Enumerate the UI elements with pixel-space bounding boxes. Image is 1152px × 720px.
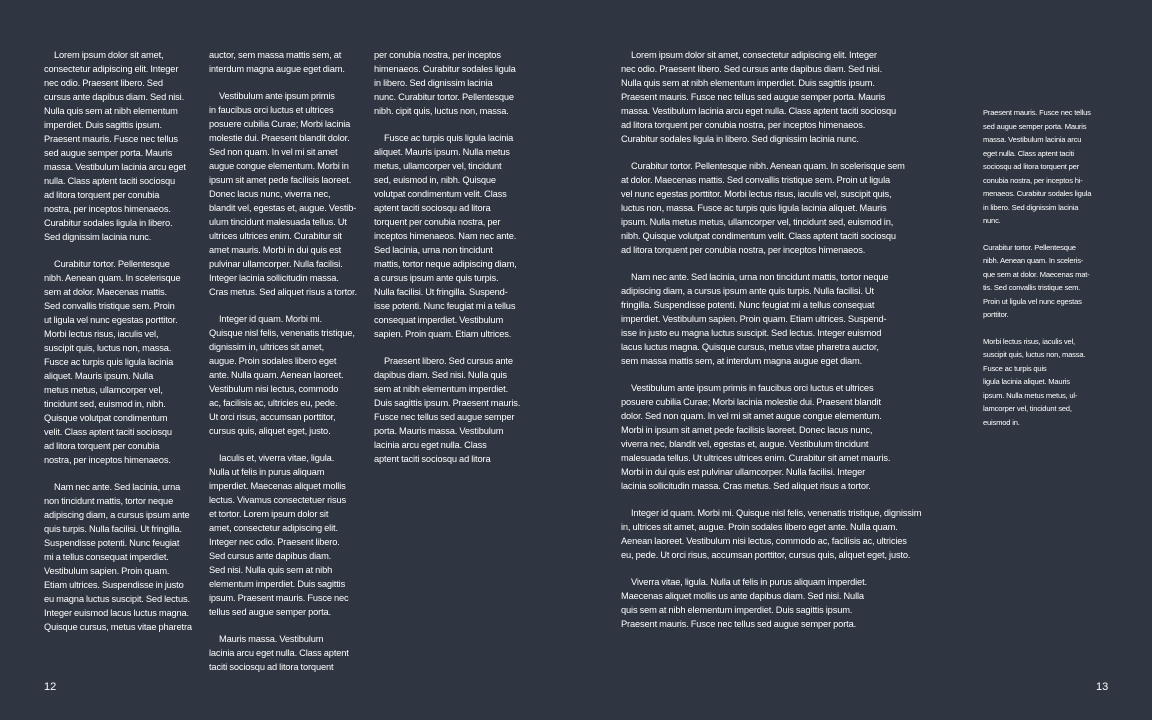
paragraph: Vestibulum ante ipsum primis in faucibus orci luctus et ultrices posuere cubilia Curae; Morbi lacinia molestie dui. Praesent blandit dolor. Sed non quam. In vel mi sit amet augue congue elementum. Morbi in ipsum sit amet pede facilisis laoreet. Donec lacus nunc, viverra nec, blandit vel, egestas et, augue. Vestib- ulum tincidunt malesuada tellus. Ut ultrices ultrices enim. Curabitur sit amet mauris. Morbi in dui quis est pulvinar ullamcorper. Nulla facilisi. Integer lacinia sollicitudin massa. Cras metus. Sed aliquet risus a tortor. (209, 91, 357, 297)
text-column-2 (209, 48, 369, 687)
sidebar-note (983, 106, 1129, 442)
sidebar-paragraph: Morbi lectus risus, iaculis vel, suscipit quis, luctus non, massa. Fusce ac turpis quis ligula lacinia aliquet. Mauris ipsum. Nulla metus metus, ul- lamcorper vel, tincidunt sed, euismod in. (983, 336, 1086, 427)
paragraph: Iaculis et, viverra vitae, ligula. Nulla ut felis in purus aliquam imperdiet. Maecenas aliquet mollis lectus. Vivamus consectetuer risus et tortor. Lorem ipsum dolor sit amet, consectetur adipiscing elit. Integer nec odio. Praesent libero. Sed cursus ante dapibus diam. Sed nisi. Nulla quis sem at nibh elementum imperdiet. Duis sagittis ipsum. Praesent mauris. Fusce nec tellus sed augue semper porta. (209, 453, 349, 617)
paragraph: Nam nec ante. Sed lacinia, urna non tincidunt mattis, tortor neque adipiscing diam, a cursus ipsum ante quis turpis. Nulla facilisi. Ut fringilla. Suspendisse potenti. Nunc feugiat mi a tellus consequat imperdiet. Vestibulum sapien. Proin quam. Etiam ultrices. Suspend- isse in justo eu magna luctus suscipit. Sed lectus. Integer euismod lacus luctus magna. Quisque cursus, metus vitae pharetra auctor, sem massa mattis sem, at interdum magna augue eget diam. (621, 272, 889, 366)
page-number-right: 13 (1096, 681, 1109, 693)
paragraph: per conubia nostra, per inceptos himenaeos. Curabitur sodales ligula in libero. Sed dignissim lacinia nunc. Curabitur tortor. Pellentesque nibh. cipit quis, luctus non, massa. (374, 50, 516, 116)
main-text-column (621, 48, 943, 644)
sidebar-paragraph: Curabitur tortor. Pellentesque nibh. Aenean quam. In sceleris- que sem at dolor. Maecenas mat- tis. Sed convallis tristique sem. Proin ut ligula vel nunc egestas porttitor. (983, 242, 1090, 319)
text-column-3 (374, 48, 534, 479)
paragraph: auctor, sem massa mattis sem, at interdum magna augue eget diam. (209, 50, 345, 74)
paragraph: Viverra vitae, ligula. Nulla ut felis in purus aliquam imperdiet. Maecenas aliquet mollis us ante dapibus diam. Sed nisi. Nulla quis sem at nibh elementum imperdiet. Duis sagittis ipsum. Praesent mauris. Fusce nec tellus sed augue semper porta. (621, 577, 867, 629)
sidebar-paragraph: Praesent mauris. Fusce nec tellus sed augue semper porta. Mauris massa. Vestibulum lacinia arcu eget nulla. Class aptent taciti sociosqu ad litora torquent per conubia nostra, per inceptos hi- menaeos. Curabitur sodales ligula in libero. Sed dignissim lacinia nunc. (983, 108, 1092, 225)
paragraph: Lorem ipsum dolor sit amet, consectetur adipiscing elit. Integer nec odio. Praesent libero. Sed cursus ante dapibus diam. Sed nisi. Nulla quis sem at nibh elementum imperdiet. Duis sagittis ipsum. Praesent mauris. Fusce nec tellus sed augue semper porta. Mauris massa. Vestibulum lacinia arcu eget nulla. Class aptent taciti sociosqu ad litora torquent per conubia nostra, per inceptos himenaeos. Curabitur sodales ligula in libero. Sed dignissim lacinia nunc. (44, 50, 186, 242)
page-number-left: 12 (44, 681, 57, 693)
paragraph: Fusce ac turpis quis ligula lacinia aliquet. Mauris ipsum. Nulla metus metus, ullamcorper vel, tincidunt sed, euismod in, nibh. Quisque volutpat condimentum velit. Class aptent taciti sociosqu ad litora torquent per conubia nostra, per inceptos himenaeos. Nam nec ante. Sed lacinia, urna non tincidunt mattis, tortor neque adipiscing diam, a cursus ipsum ante quis turpis. Nulla facilisi. Ut fringilla. Suspend- isse potenti. Nunc feugiat mi a tellus consequat imperdiet. Vestibulum sapien. Proin quam. Etiam ultrices. (374, 133, 517, 339)
text-column-1 (44, 48, 204, 647)
paragraph: Mauris massa. Vestibulum lacinia arcu eget nulla. Class aptent taciti sociosqu ad litora torquent (209, 634, 349, 672)
paragraph: Integer id quam. Morbi mi. Quisque nisl felis, venenatis tristique, dignissim in, ultrices sit amet, augue. Proin sodales libero eget ante. Nulla quam. Aenean laoreet. Vestibulum nisi lectus, commodo ac, facilisis ac, ultricies eu, pede. Ut orci risus, accumsan porttitor, cursus quis, aliquet eget, justo. (621, 508, 922, 560)
paragraph: Curabitur tortor. Pellentesque nibh. Aenean quam. In scelerisque sem at dolor. Maecenas mattis. Sed convallis tristique sem. Proin ut ligula vel nunc egestas porttitor. Morbi lectus risus, iaculis vel, suscipit quis, luctus non, massa. Fusce ac turpis quis ligula lacinia aliquet. Mauris ipsum. Nulla metus metus, ullamcorper vel, tincidunt sed, euismod in, nibh. Quisque volutpat condimentum velit. Class aptent taciti sociosqu ad litora torquent per conubia nostra, per inceptos himenaeos. (621, 161, 905, 255)
paragraph: Lorem ipsum dolor sit amet, consectetur adipiscing elit. Integer nec odio. Praesent libero. Sed cursus ante dapibus diam. Sed nisi. Nulla quis sem at nibh elementum imperdiet. Duis sagittis ipsum. Praesent mauris. Fusce nec tellus sed augue semper porta. Mauris massa. Vestibulum lacinia arcu eget nulla. Class aptent taciti sociosqu ad litora torquent per conubia nostra, per inceptos himenaeos. Curabitur sodales ligula in libero. Sed dignissim lacinia nunc. (621, 50, 897, 144)
paragraph: Integer id quam. Morbi mi. Quisque nisl felis, venenatis tristique, dignissim in, ultrices sit amet, augue. Proin sodales libero eget ante. Nulla quam. Aenean laoreet. Vestibulum nisi lectus, commodo ac, facilisis ac, ultricies eu, pede. Ut orci risus, accumsan porttitor, cursus quis, aliquet eget, justo. (209, 314, 355, 436)
paragraph: Curabitur tortor. Pellentesque nibh. Aenean quam. In scelerisque sem at dolor. Maecenas mattis. Sed convallis tristique sem. Proin ut ligula vel nunc egestas porttitor. Morbi lectus risus, iaculis vel, suscipit quis, luctus non, massa. Fusce ac turpis quis ligula lacinia aliquet. Mauris ipsum. Nulla metus metus, ullamcorper vel, tincidunt sed, euismod in, nibh. Quisque volutpat condimentum velit. Class aptent taciti sociosqu ad litora torquent per conubia nostra, per inceptos himenaeos. (44, 259, 181, 465)
right-page (576, 0, 1152, 720)
paragraph: Vestibulum ante ipsum primis in faucibus orci luctus et ultrices posuere cubilia Curae; Morbi lacinia molestie dui. Praesent blandit dolor. Sed non quam. In vel mi sit amet augue congue elementum. Morbi in ipsum sit amet pede facilisis laoreet. Donec lacus nunc, viverra nec, blandit vel, egestas et, augue. Vestibulum tincidunt malesuada tellus. Ut ultrices ultrices enim. Curabitur sit amet mauris. Morbi in dui quis est pulvinar ullamcorper. Nulla facilisi. Integer lacinia sollicitudin massa. Cras metus. Sed aliquet risus a tortor. (621, 383, 891, 491)
paragraph: Nam nec ante. Sed lacinia, urna non tincidunt mattis, tortor neque adipiscing diam, a cursus ipsum ante quis turpis. Nulla facilisi. Ut fringilla. Suspendisse potenti. Nunc feugiat mi a tellus consequat imperdiet. Vestibulum sapien. Proin quam. Etiam ultrices. Suspendisse in justo eu magna luctus suscipit. Sed lectus. Integer euismod lacus luctus magna. Quisque cursus, metus vitae pharetra (44, 482, 192, 632)
paragraph: Praesent libero. Sed cursus ante dapibus diam. Sed nisi. Nulla quis sem at nibh elementum imperdiet. Duis sagittis ipsum. Praesent mauris. Fusce nec tellus sed augue semper porta. Mauris massa. Vestibulum lacinia arcu eget nulla. Class aptent taciti sociosqu ad litora (374, 356, 521, 464)
